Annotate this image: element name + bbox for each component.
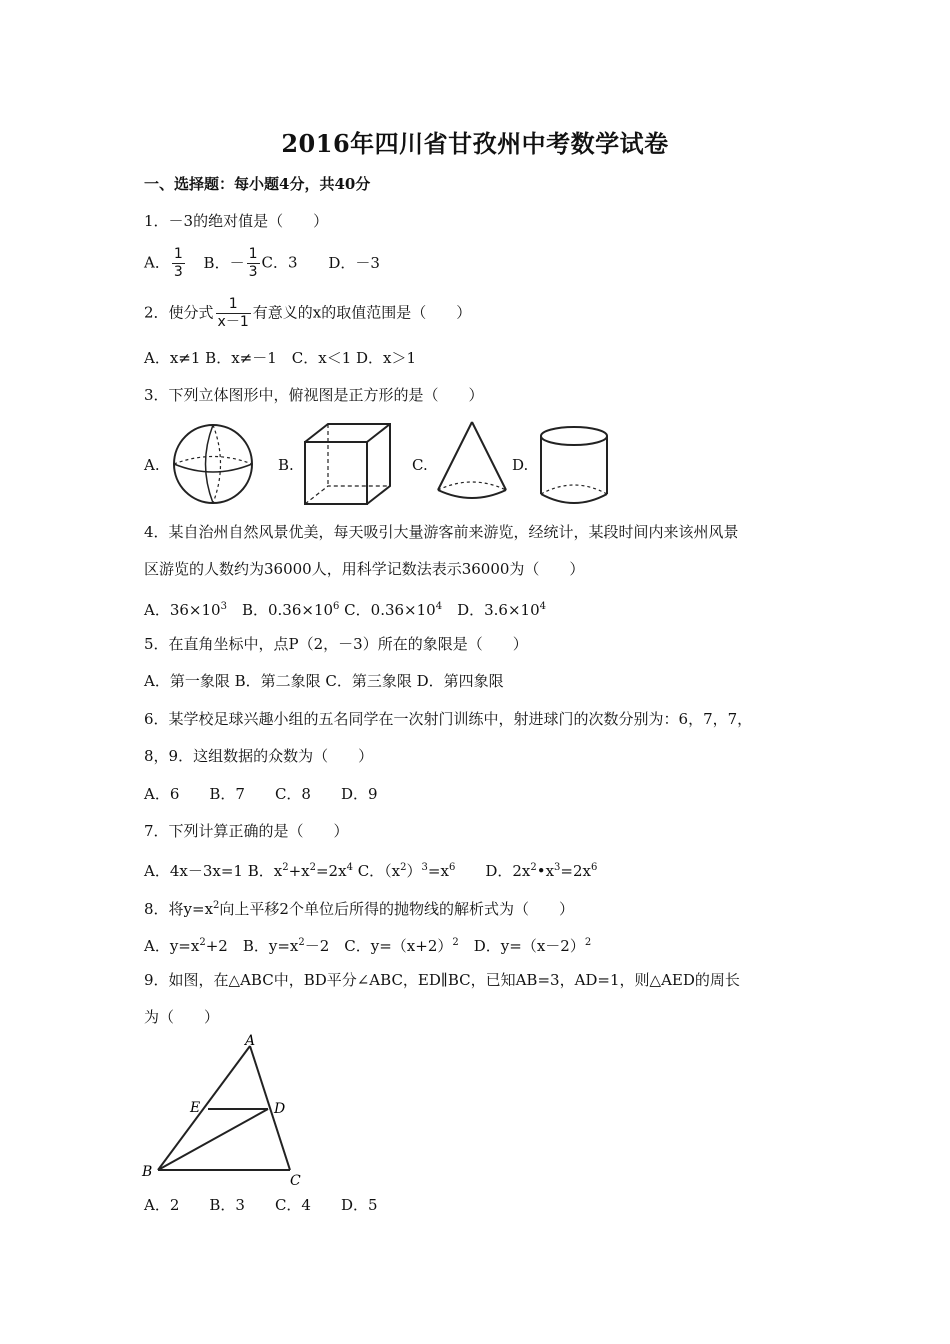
question-3-option-a: A. — [144, 456, 160, 474]
label-e: E — [190, 1100, 201, 1116]
question-1-options — [144, 246, 380, 281]
question-9-stem-line1: 9．如图，在△ABC中，BD平分∠ABC，ED∥BC，已知AB=3，AD=1，则△AED的周长 — [144, 971, 740, 989]
question-8-stem: 8．将$y=x^2$向上平移2个单位后所得的抛物线的解析式为（ ） — [144, 900, 574, 918]
question-4-options: A．$36\times 10^3$ B．$0.36\times 10^6$ C．$0.36\times 10^4$ D．$3.6\times 10^4$ — [144, 601, 547, 619]
question-2-options: A．x≠1 B．x≠－1 C．x＜1 D．x＞1 — [144, 349, 417, 367]
question-3-stem: 3．下列立体图形中，俯视图是正方形的是（ ） — [144, 386, 484, 404]
label-b: B — [142, 1164, 153, 1180]
option-c: C．3 — [261, 253, 298, 272]
fraction-1-over-x-minus-1: $\frac{1}{x-1}$ — [217, 296, 249, 330]
question-6-stem-line1: 6．某学校足球兴趣小组的五名同学在一次射门训练中，射进球门的次数分别为：6，7，7， — [144, 710, 753, 728]
label-d: D — [274, 1101, 286, 1117]
exam-title: 2016年四川省甘孜州中考数学试卷 — [281, 129, 669, 158]
question-7-stem: 7．下列计算正确的是（ ） — [144, 822, 349, 840]
cone-figure — [432, 418, 512, 504]
question-6-stem-line2: 8，9．这组数据的众数为（ ） — [144, 747, 374, 765]
question-8-options: A．$y=x^2+2$ B．$y=x^2-2$ C．$y=(x+2)^2$ D．$y=(x-2)^2$ — [144, 937, 592, 955]
label-c: C — [290, 1173, 301, 1189]
sphere-figure — [170, 422, 260, 508]
fraction-one-third: $\frac{1}{3}$ — [173, 246, 183, 280]
fraction-neg-one-third: $\frac{1}{3}$ — [248, 246, 258, 280]
segment-bd — [158, 1109, 268, 1170]
option-d: D．－3 — [328, 253, 380, 272]
cylinder-figure — [538, 424, 612, 508]
question-6-options: A．6 B．7 C．8 D．9 — [144, 785, 378, 803]
option-b-label: B．－ — [203, 253, 245, 272]
triangle-figure — [138, 1032, 308, 1190]
question-3-option-d: D. — [512, 456, 529, 474]
question-3-option-c: C. — [412, 456, 428, 474]
question-5-stem: 5．在直角坐标中，点P（2，－3）所在的象限是（ ） — [144, 635, 528, 653]
cube-figure — [300, 420, 396, 510]
option-a-label: A． — [144, 253, 170, 272]
question-4-stem-line1: 4．某自治州自然风景优美，每天吸引大量游客前来游览，经统计，某段时间内来该州风景 — [144, 523, 739, 541]
section-heading: 一、选择题：每小题4分，共40分 — [144, 175, 371, 193]
question-9-stem-line2: 为（ ） — [144, 1008, 220, 1026]
question-3-option-b: B. — [278, 456, 294, 474]
question-4-stem-line2: 区游览的人数约为36000人，用科学记数法表示36000为（ ） — [144, 560, 585, 578]
question-1-stem: 1．－3的绝对值是（ ） — [144, 212, 329, 230]
question-7-options: A．4x－3x=1 B．$x^2+x^2=2x^4$ C．$(x^2)^3=x^6$ D．$2x^2•x^3=2x^6$ — [144, 862, 598, 880]
label-a: A — [245, 1033, 256, 1049]
question-9-options: A．2 B．3 C．4 D．5 — [144, 1196, 378, 1214]
question-2-stem: 2．使分式 $\frac{1}{x-1}$ 有意义的x的取值范围是（ ） — [144, 296, 472, 330]
question-5-options: A．第一象限 B．第二象限 C．第三象限 D．第四象限 — [144, 672, 504, 690]
